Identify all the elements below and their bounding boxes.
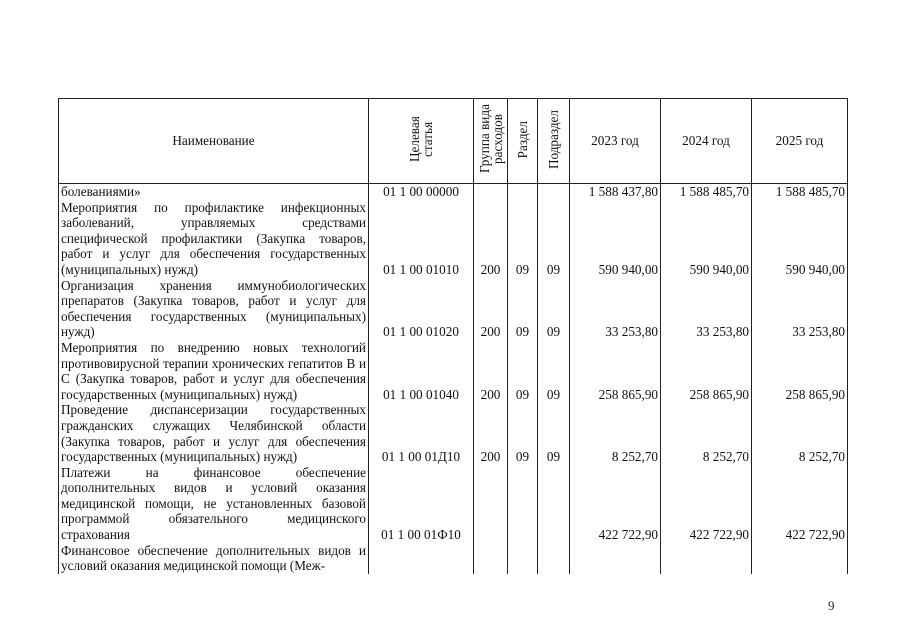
row-2025: 1 588 485,70: [752, 184, 848, 200]
row-2025: 422 722,90: [752, 465, 848, 543]
row-section: 09: [508, 340, 538, 402]
row-subsection: [538, 465, 570, 543]
table-row: [59, 465, 848, 543]
row-target: [369, 543, 474, 574]
row-group: 200: [474, 340, 508, 402]
row-target: 01 1 00 01Д10: [369, 402, 474, 464]
row-2023: [570, 543, 661, 574]
header-group: Группа вида расходов: [474, 99, 508, 184]
row-2024: 33 253,80: [661, 278, 752, 340]
row-subsection: 09: [538, 278, 570, 340]
row-2023: 33 253,80: [570, 278, 661, 340]
row-2024: 1 588 485,70: [661, 184, 752, 200]
row-2025: 258 865,90: [752, 340, 848, 402]
row-subsection: [538, 184, 570, 200]
table-row: [59, 200, 848, 278]
row-target: 01 1 00 01Ф10: [369, 465, 474, 543]
row-name: Мероприятия по профилактике инфекционных заболеваний, управляемых средствами специфической профилактики (Закупка товаров, работ и услуг для обеспечения государственных (муниципальных) нужд): [59, 200, 369, 278]
header-target: Целевая статья: [369, 99, 474, 184]
row-name: Платежи на финансовое обеспечение дополнительных видов и условий оказания медицинской помощи, не установленных базовой программой обязательного медицинского страхования: [59, 465, 369, 543]
table-row: [59, 402, 848, 464]
row-section: [508, 184, 538, 200]
header-2025: 2025 год: [752, 99, 848, 184]
row-2024: 590 940,00: [661, 200, 752, 278]
row-2025: 33 253,80: [752, 278, 848, 340]
row-name: Проведение диспансеризации государственных гражданских служащих Челябинской области (Закупка товаров, работ и услуг для обеспечения государственных (муниципальных) нужд): [59, 402, 369, 464]
row-name: Финансовое обеспечение дополнительных видов и условий оказания медицинской помощи (Меж-: [59, 543, 369, 574]
row-group: 200: [474, 278, 508, 340]
row-target: 01 1 00 01020: [369, 278, 474, 340]
row-subsection: 09: [538, 200, 570, 278]
header-row: [59, 99, 848, 184]
header-subsection: Подраздел: [538, 99, 570, 184]
table-row: [59, 543, 848, 574]
header-2023: 2023 год: [570, 99, 661, 184]
row-name: Организация хранения иммунобиологических препаратов (Закупка товаров, работ и услуг для обеспечения государственных (муниципальных) нужд): [59, 278, 369, 340]
row-group: [474, 465, 508, 543]
row-name: Мероприятия по внедрению новых технологий противовирусной терапии хронических гепатитов В и С (Закупка товаров, работ и услуг для обеспечения государственных (муниципальных) нужд): [59, 340, 369, 402]
table-row: [59, 278, 848, 340]
row-2023: 422 722,90: [570, 465, 661, 543]
row-name: болеваниями»: [59, 184, 369, 200]
row-2024: 258 865,90: [661, 340, 752, 402]
row-section: [508, 543, 538, 574]
table-row: [59, 340, 848, 402]
row-group: 200: [474, 402, 508, 464]
row-subsection: 09: [538, 402, 570, 464]
row-2024: 8 252,70: [661, 402, 752, 464]
row-section: 09: [508, 402, 538, 464]
row-group: [474, 184, 508, 200]
row-2025: 8 252,70: [752, 402, 848, 464]
row-section: [508, 465, 538, 543]
header-name: Наименование: [59, 99, 369, 184]
row-2023: 590 940,00: [570, 200, 661, 278]
row-group: 200: [474, 200, 508, 278]
row-section: 09: [508, 200, 538, 278]
row-subsection: [538, 543, 570, 574]
row-target: 01 1 00 01010: [369, 200, 474, 278]
row-subsection: 09: [538, 340, 570, 402]
row-target: 01 1 00 00000: [369, 184, 474, 200]
budget-table: [58, 98, 848, 574]
row-group: [474, 543, 508, 574]
row-2023: 8 252,70: [570, 402, 661, 464]
row-2024: 422 722,90: [661, 465, 752, 543]
header-2024: 2024 год: [661, 99, 752, 184]
row-2024: [661, 543, 752, 574]
table-row: [59, 184, 848, 200]
row-2025: 590 940,00: [752, 200, 848, 278]
row-section: 09: [508, 278, 538, 340]
row-2023: 1 588 437,80: [570, 184, 661, 200]
row-2025: [752, 543, 848, 574]
row-2023: 258 865,90: [570, 340, 661, 402]
row-target: 01 1 00 01040: [369, 340, 474, 402]
header-section: Раздел: [508, 99, 538, 184]
page-number: 9: [828, 598, 835, 613]
